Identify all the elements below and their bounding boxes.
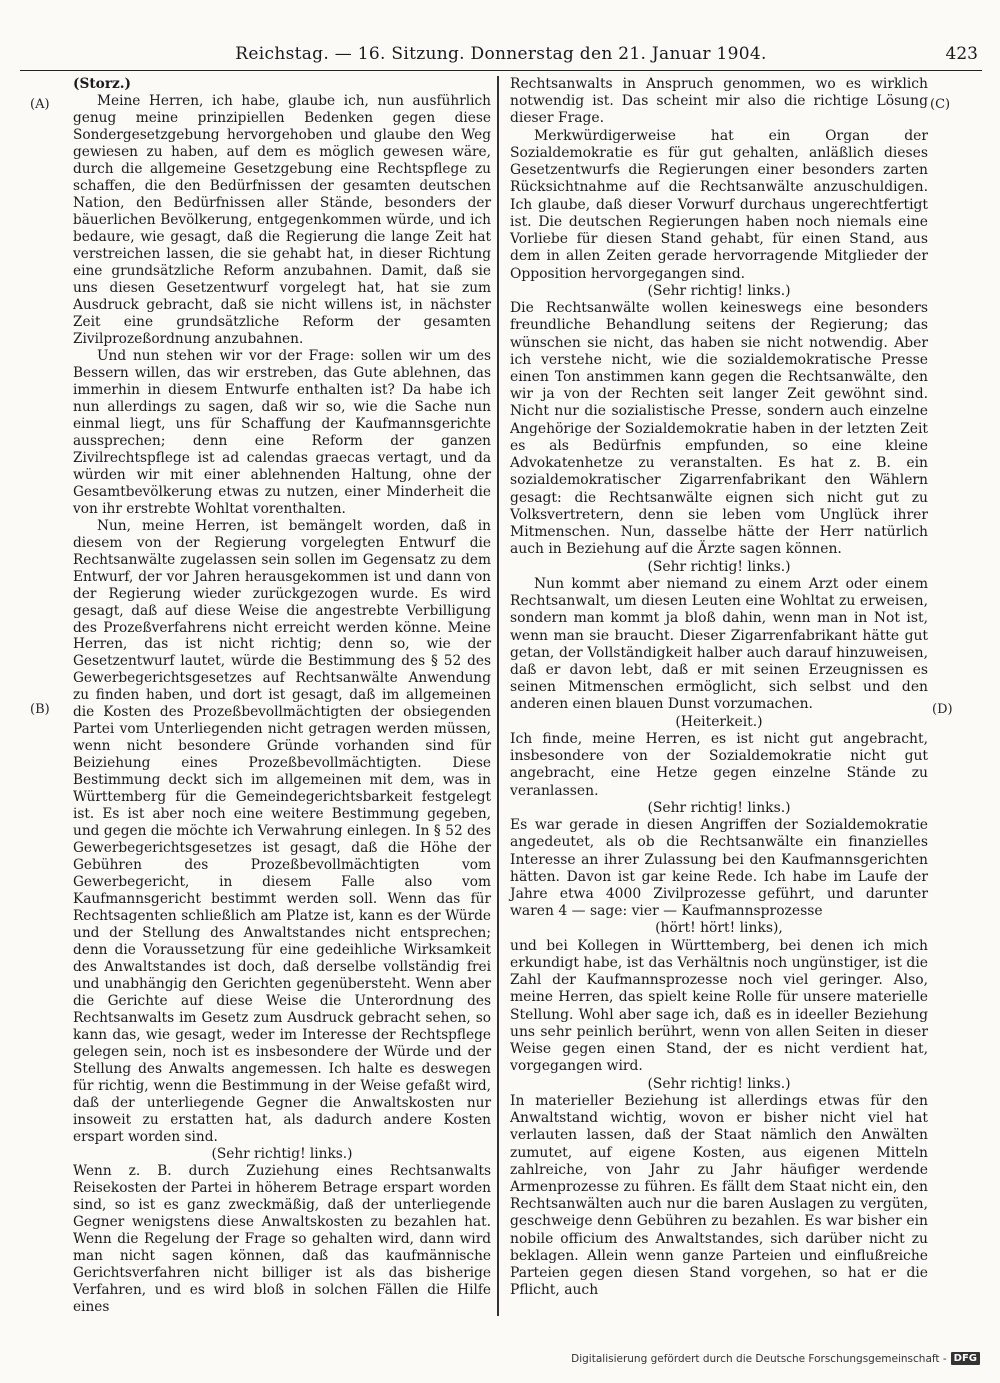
margin-mark-b: (B) (30, 702, 50, 717)
interjection: (Sehr richtig! links.) (647, 799, 791, 816)
interjection: (hört! hört! links), (655, 920, 783, 937)
paragraph: und bei Kollegen in Württemberg, bei denen ich mich erkundigt habe, ist das Verhältnis noch ungünstiger, ist die Zahl der Kaufmannsprozesse noch viel geringer. Also, meine Herren, das spielt keine Rolle für unsere materielle Stellung. Wohl aber sage ich, daß es in ideeller Beziehung uns sehr peinlich berührt, wenn von allen Seiten in dieser Weise gegen einen Stand, der es nicht verdient hat, vorgegangen wird. (510, 937, 928, 1075)
paragraph: Die Rechtsanwälte wollen keineswegs eine besonders freundliche Behandlung seitens der Regierung; das wünschen sie nicht, das haben sie nicht notwendig. Aber ich verstehe nicht, wie die sozialdemokratische Presse einen Ton anstimmen kann gegen die Rechtsanwälte, den wir ja von der Rechten seit langer Zeit gewöhnt sind. Nicht nur die sozialistische Presse, sondern auch einzelne Angehörige der Sozialdemokratie haben in der letzten Zeit es als Bedürfnis empfunden, so eine kleine Advokatenhetze zu veranstalten. Es hat z. B. ein sozialdemokratischer Zigarrenfabrikant den Wählern gesagt: die Rechtsanwälte eignen sich nicht gut zu Volksvertretern, denn sie leben vom Unglück ihrer Mitmenschen. Nun, dasselbe hätte der Herr natürlich auch in Beziehung auf die Ärzte sagen können. (510, 300, 928, 558)
dfg-logo: DFG (951, 1352, 980, 1365)
paragraph: Es war gerade in diesen Angriffen der Sozialdemokratie angedeutet, als ob die Rechtsanwälte ein finanzielles Interesse an ihrer Zulassung bei den Kaufmannsgerichten hätten. Davon ist gar keine Rede. Ich habe im Laufe der Jahre etwa 4000 Zivilprozesse geführt, und darunter waren 4 — sage: vier — Kaufmannsprozesse (510, 817, 928, 920)
paragraph: Merkwürdigerweise hat ein Organ der Sozialdemokratie es für gut gehalten, anläßlich dieses Gesetzentwurfs die Regierungen einer besonders zarten Rücksichtnahme auf die Rechtsanwälte anzuschuldigen. Ich glaube, daß dieser Vorwurf durchaus ungerechtfertigt ist. Die deutschen Regierungen haben noch niemals eine Vorliebe für diesen Stand gehabt, für einen Stand, aus dem in allen Zeiten gerade hervorragende Mitglieder der Opposition hervorgegangen sind. (510, 127, 928, 282)
footer-text: Digitalisierung gefördert durch die Deutsche Forschungsgemeinschaft - (571, 1352, 947, 1365)
column-divider (497, 76, 499, 1316)
header-title: Reichstag. — 16. Sitzung. Donnerstag den 21. Januar 1904. (235, 44, 767, 64)
paragraph: Nun kommt aber niemand zu einem Arzt oder einem Rechtsanwalt, um diesen Leuten eine Wohltat zu erweisen, sondern man kommt ja bloß dahin, wenn man in Not ist, wenn man sie braucht. Dieser Zigarrenfabrikant hätte gut getan, der Vollständigkeit halber auch darauf hinzuweisen, daß er davon lebt, daß er mit seinen Erzeugnissen es seinen Mitmenschen ermöglicht, sich selbst und den anderen einen blauen Dunst vorzumachen. (510, 575, 928, 713)
margin-mark-a: (A) (30, 97, 50, 112)
interjection: (Sehr richtig! links.) (647, 558, 791, 575)
paragraph: Nun, meine Herren, ist bemängelt worden, daß in diesem von der Regierung vorgelegten Entwurf die Rechtsanwälte zugelassen sein sollen im Gegensatz zu dem Entwurf, der vor Jahren herausgekommen ist und dann von der Regierung wieder zurückgezogen wurde. Es wird gesagt, daß auf diese Weise die angestrebte Verbilligung des Prozeßverfahrens nicht erreicht werden könne. Meine Herren, das ist nicht richtig; denn so, wie der Gesetzentwurf lautet, würde die Bestimmung des § 52 des Gewerbegerichtsgesetzes auf Rechtsanwälte Anwendung zu finden haben, und dort ist gesagt, daß im allgemeinen die Kosten des Prozeßbevollmächtigten der obsiegenden Partei vom Unterliegenden nicht getragen werden müssen, wenn nicht besondere Gründe vorhanden sind für Beiziehung eines Prozeßbevollmächtigten. Diese Bestimmung deckt sich im allgemeinen mit dem, was in Württemberg für die Gemeindegerichtsbarkeit festgelegt ist. Es ist aber noch eine weitere Bestimmung gegeben, und gegen die möchte ich Verwahrung einlegen. In § 52 des Gewerbegerichtsgesetzes ist gesagt, daß die Höhe der Gebühren des Prozeßbevollmächtigten vom Gewerbegericht, in diesem Falle also vom Kaufmannsgericht bestimmt werden soll. Wenn das für Rechtsagenten schließlich am Platze ist, kann es der Würde und der Stellung des Anwaltstandes nicht entsprechen; denn die Voraussetzung für eine gedeihliche Wirksamkeit des Anwaltstandes ist doch, daß derselbe vollständig frei und unabhängig den Gerichten gegenübersteht. Wenn aber die Gerichte auf diese Weise die Unterordnung des Rechtsanwalts im Gesetz zum Ausdruck gebracht sehen, so kann das, wie gesagt, weder im Interesse der Rechtspflege gelegen sein, noch ist es insbesondere der Würde und der Stellung des Anwalts angemessen. Ich halte es deswegen für richtig, wenn die Bestimmung in der Weise gefaßt wird, daß der unterliegende Gegner die Anwaltskosten nur insoweit zu erstatten hat, als dadurch andere Kosten erspart worden sind. (73, 517, 491, 1146)
interjection: (Sehr richtig! links.) (211, 1146, 353, 1163)
paragraph: Rechtsanwalts in Anspruch genommen, wo es wirklich notwendig ist. Das scheint mir also die richtige Lösung dieser Frage. (510, 76, 928, 127)
margin-mark-c: (C) (930, 97, 951, 112)
paragraph: Wenn z. B. durch Zuziehung eines Rechtsanwalts Reisekosten der Partei in höherem Betrage erspart worden sind, so ist es ganz zweckmäßig, daß der unterliegende Gegner wenigstens diese Anwaltskosten zu bezahlen hat. Wenn die Regelung der Frage so gehalten wird, dann wird man nicht sagen können, daß das kaufmännische Gerichtsverfahren nicht billiger ist als das bisherige Verfahren, und es wird bloß in solchen Fällen die Hilfe eines (73, 1163, 491, 1315)
digitization-footer (571, 1352, 980, 1365)
paragraph: Meine Herren, ich habe, glaube ich, nun ausführlich genug meine prinzipiellen Bedenken gegen diese Sondergesetzgebung hervorgehoben und glaube den Weg gewiesen zu haben, auf dem es möglich gewesen wäre, durch die allgemeine Gesetzgebung eine Rechtspflege zu schaffen, die den Bedürfnissen der gesamten deutschen Nation, den Bedürfnissen aller Stände, besonders der bäuerlichen Bevölkerung, entgegenkommen würde, und ich bedaure, wie gesagt, daß die Regierung die lange Zeit hat verstreichen lassen, die sie gehabt hat, in dieser Richtung eine grundsätzliche Reform anzubahnen. Damit, daß sie uns diesen Gesetzentwurf vorgelegt hat, hat sie zum Ausdruck gebracht, daß sie nicht willens ist, in nächster Zeit eine grundsätzliche Reform der gesamten Zivilprozeßordnung anzubahnen. (73, 92, 491, 347)
running-header (20, 44, 982, 71)
page-number: 423 (945, 44, 978, 64)
interjection: (Sehr richtig! links.) (647, 282, 791, 299)
interjection: (Sehr richtig! links.) (647, 1075, 791, 1092)
right-column (510, 76, 928, 1300)
speaker-name: (Storz.) (73, 76, 132, 92)
paragraph: In materieller Beziehung ist allerdings etwas für den Anwaltstand wichtig, wovon er bisher nicht viel hat verlauten lassen, daß der Staat nämlich den Anwälten zumutet, auf eigene Kosten, aus eigenen Mitteln zahlreiche, von Jahr zu Jahr häufiger werdende Armenprozesse zu führen. Es fällt dem Staat nicht ein, den Rechtsanwälten auch nur die baren Auslagen zu vergüten, geschweige denn Gebühren zu bezahlen. Es war bisher ein nobile officium des Anwaltstandes, sich darüber nicht zu beklagen. Allein wenn ganze Parteien und einflußreiche Parteien gegen diesen Stand vorgehen, so hat er die Pflicht, auch (510, 1092, 928, 1299)
paragraph: Und nun stehen wir vor der Frage: sollen wir um des Bessern willen, das wir erstreben, das Gute ablehnen, das immerhin in diesem Entwurfe enthalten ist? Da habe ich nun allerdings zu sagen, daß wir so, wie die Sache nun einmal liegt, uns für Schaffung der Kaufmannsgerichte aussprechen; denn eine Reform der ganzen Zivilrechtspflege ist ad calendas graecas vertagt, und da würden wir mit einer ablehnenden Haltung, ohne der Gesamtbevölkerung etwas zu nutzen, einer Minderheit die von ihr erstrebte Wohltat vorenthalten. (73, 347, 491, 517)
paragraph: Ich finde, meine Herren, es ist nicht gut angebracht, insbesondere von der Sozialdemokratie nicht gut angebracht, eine Hetze gegen einzelne Stände zu veranlassen. (510, 730, 928, 799)
interjection: (Heiterkeit.) (675, 713, 763, 730)
margin-mark-d: (D) (932, 702, 953, 717)
left-column (73, 76, 491, 1316)
